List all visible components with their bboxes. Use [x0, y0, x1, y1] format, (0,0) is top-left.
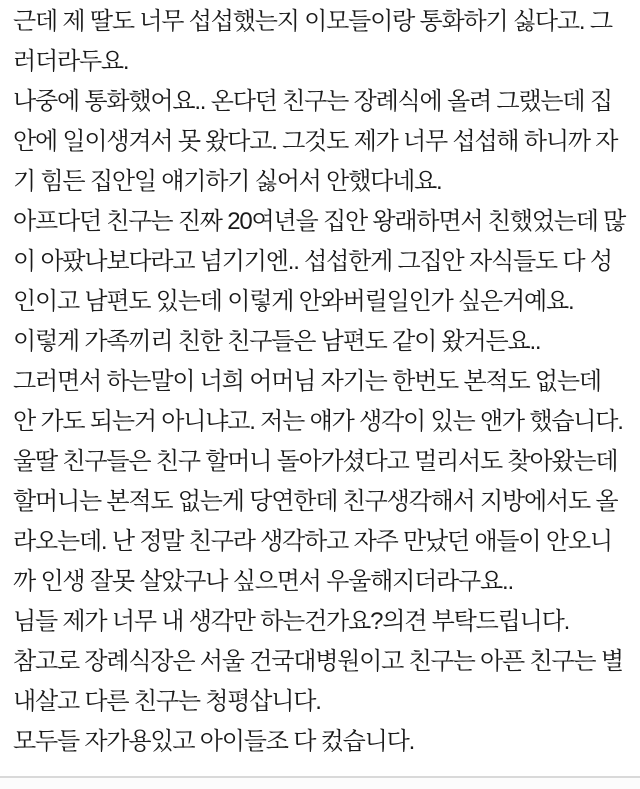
- post-paragraph: 그러면서 하는말이 너희 어머님 자기는 한번도 본적도 없는데 안 가도 되는거 아니냐고. 저는 얘가 생각이 있는 앤가 했습니다.: [13, 368, 623, 435]
- post-paragraph: 참고로 장례식장은 서울 건국대병원이고 친구는 아픈 친구는 별내살고 다른 친구는 청평삽니다.: [13, 648, 623, 715]
- post-paragraph: 모두들 자가용있고 아이들조 다 컸습니다.: [13, 728, 415, 755]
- post-paragraph: 나중에 통화했어요.. 온다던 친구는 장례식에 올려 그랬는데 집안에 일이생겨서 못 왔다고. 그것도 제가 너무 섭섭해 하니까 자기 힘든 집안일 얘기하기 싫어서 안했다네요.: [13, 88, 618, 195]
- post-paragraph: 근데 제 딸도 너무 섭섭했는지 이모들이랑 통화하기 싫다고. 그러더라두요.: [13, 8, 612, 75]
- post-paragraph: 울딸 친구들은 친구 할머니 돌아가셨다고 멀리서도 찾아왔는데 할머니는 본적도 없는게 당연한데 친구생각해서 지방에서도 올라오는데. 난 정말 친구라 생각하고 자주 만났던 애들이 안오니까 인생 잘못 살았구나 싶으면서 우울해지더라구요..: [13, 448, 618, 595]
- post-paragraph: 아프다던 친구는 진짜 20여년을 집안 왕래하면서 친했었는데 많이 아팠나보다라고 넘기기엔.. 섭섭한게 그집안 자식들도 다 성인이고 남편도 있는데 이렇게 안와버릴일인가 싶은거예요.: [13, 208, 626, 315]
- post-paragraph: 님들 제가 너무 내 생각만 하는건가요?의견 부탁드립니다.: [13, 608, 570, 635]
- bottom-strip: [0, 778, 640, 789]
- post-paragraph: 이렇게 가족끼리 친한 친구들은 남편도 같이 왔거든요..: [13, 328, 541, 355]
